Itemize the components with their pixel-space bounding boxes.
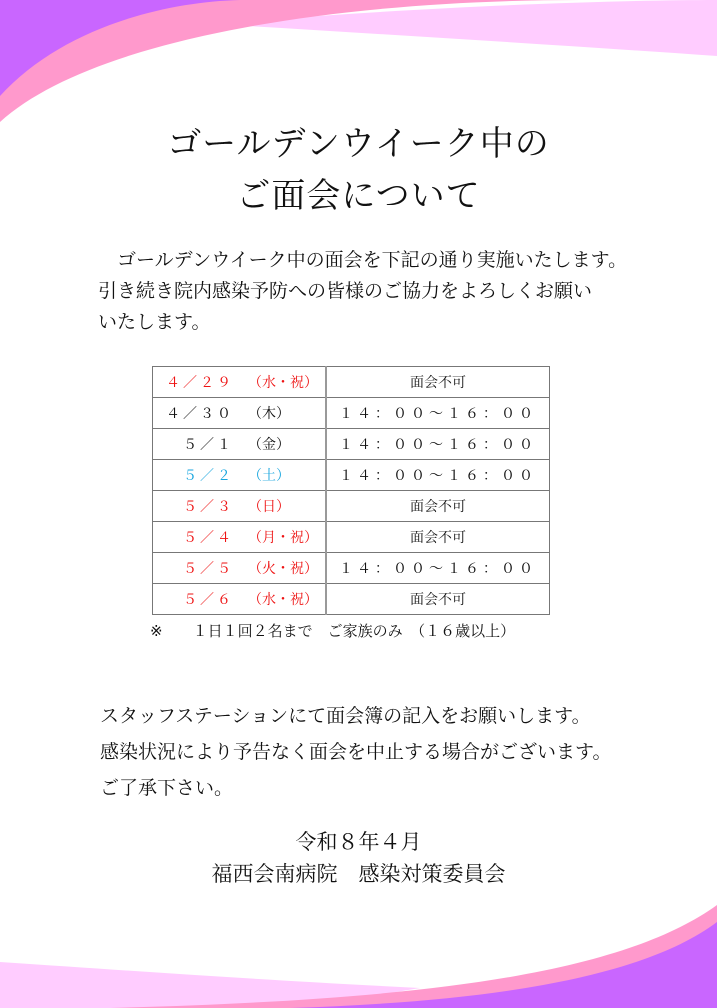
title-line-1: ゴールデンウイーク中の	[167, 124, 550, 164]
purple-wave	[0, 0, 240, 96]
instructions-line-1: スタッフステーションにて面会簿の記入をお願いします。	[100, 705, 591, 727]
date-cell	[153, 460, 327, 491]
date: ５／３	[183, 499, 234, 515]
weekday: （日）	[248, 499, 290, 515]
table-row	[153, 584, 550, 615]
intro-line-3: いたします。	[98, 311, 211, 333]
pink-wave	[110, 905, 717, 1008]
date-cell	[153, 367, 327, 398]
status-cell: 面会不可	[326, 367, 550, 398]
page-title	[0, 118, 717, 222]
status-cell: １４：００～１６：００	[326, 398, 550, 429]
date-cell	[153, 522, 327, 553]
table-row	[153, 398, 550, 429]
date-cell	[153, 491, 327, 522]
table-row	[153, 429, 550, 460]
title-line-2: ご面会について	[236, 176, 481, 216]
table-row	[153, 553, 550, 584]
date: ５／５	[183, 561, 234, 577]
weekday: （水・祝）	[248, 592, 318, 608]
weekday: （木）	[248, 406, 290, 422]
purple-wave	[290, 922, 717, 1008]
table-row	[153, 491, 550, 522]
weekday: （月・祝）	[248, 530, 318, 546]
table-row	[153, 460, 550, 491]
date: ５／４	[183, 530, 234, 546]
status-cell: 面会不可	[326, 584, 550, 615]
intro-paragraph	[98, 245, 628, 338]
date: ４／２９	[166, 375, 234, 391]
table-row	[153, 367, 550, 398]
date: ４／３０	[166, 406, 234, 422]
weekday: （土）	[248, 468, 290, 484]
intro-line-2: 引き続き院内感染予防への皆様のご協力をよろしくお願い	[98, 280, 593, 302]
weekday: （金）	[248, 437, 290, 453]
status-cell: １４：００～１６：００	[326, 553, 550, 584]
date-cell	[153, 553, 327, 584]
instructions-paragraph	[100, 698, 611, 806]
status-cell: 面会不可	[326, 491, 550, 522]
weekday: （火・祝）	[248, 561, 318, 577]
intro-line-1: ゴールデンウイーク中の面会を下記の通り実施いたします。	[98, 249, 628, 271]
status-cell: １４：００～１６：００	[326, 429, 550, 460]
date: ５／６	[183, 592, 234, 608]
date-cell	[153, 584, 327, 615]
table-row	[153, 522, 550, 553]
signature-organization: 福西会南病院 感染対策委員会	[211, 862, 506, 886]
status-cell: １４：００～１６：００	[326, 460, 550, 491]
instructions-line-2: 感染状況により予告なく面会を中止する場合がございます。	[100, 741, 612, 763]
top-wave-decoration	[0, 0, 717, 130]
instructions-line-3: ご了承下さい。	[100, 777, 234, 799]
light-pink-wave	[215, 0, 717, 56]
pink-wave	[0, 0, 580, 122]
status-cell: 面会不可	[326, 522, 550, 553]
visit-schedule-table	[152, 366, 550, 615]
signature-block	[0, 826, 717, 890]
bottom-wave-decoration	[0, 880, 717, 1008]
date-cell	[153, 398, 327, 429]
weekday: （水・祝）	[248, 375, 318, 391]
date-cell	[153, 429, 327, 460]
schedule-note: ※ １日１回２名まで ご家族のみ （１６歳以上）	[150, 622, 516, 640]
light-pink-wave	[0, 962, 420, 1008]
signature-date: 令和８年４月	[295, 830, 422, 854]
date: ５／１	[183, 437, 234, 453]
date: ５／２	[183, 468, 234, 484]
